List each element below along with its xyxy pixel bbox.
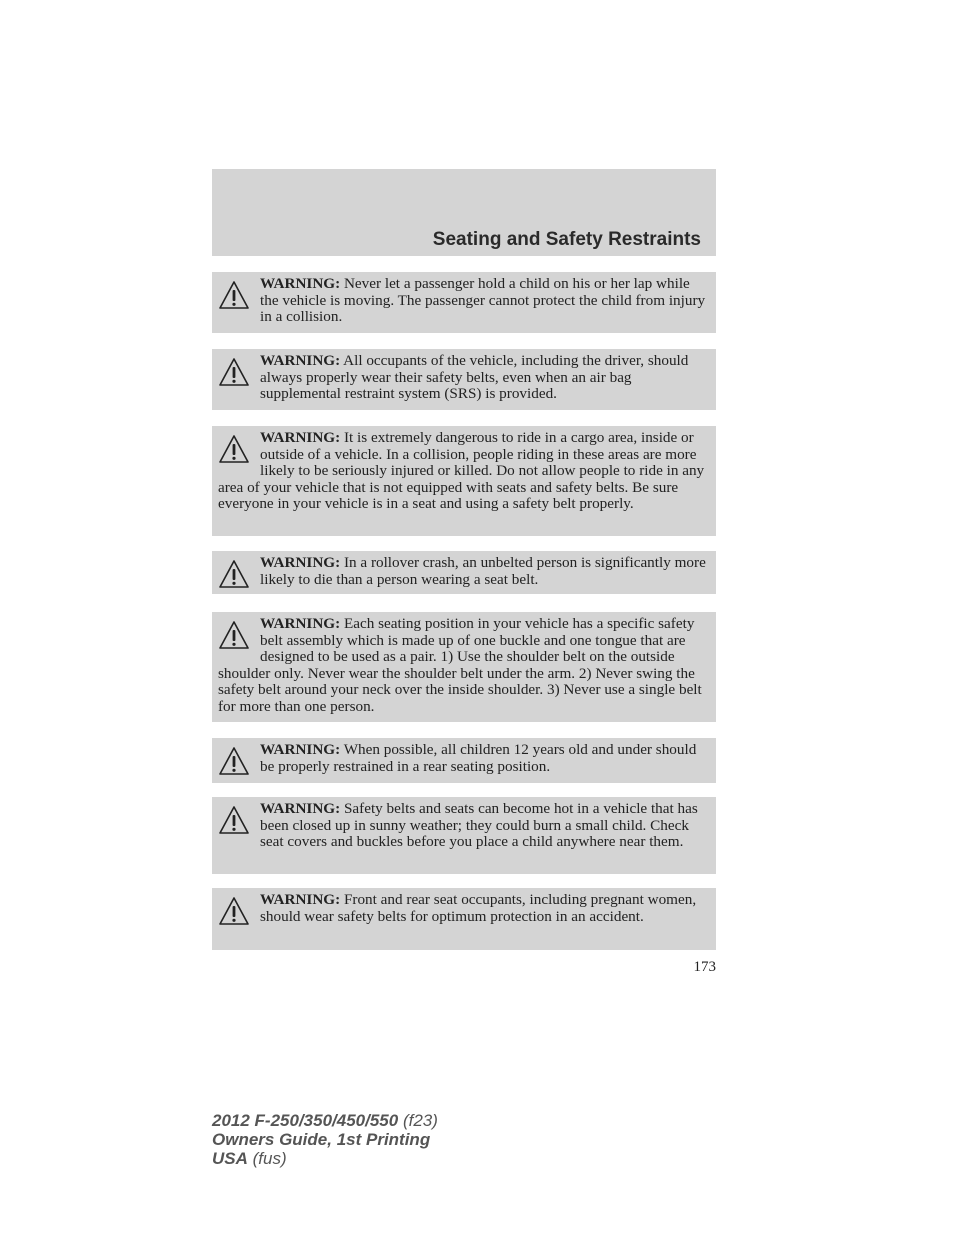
warning-box — [212, 612, 716, 722]
section-header — [212, 169, 716, 256]
warning-label: WARNING: — [260, 352, 341, 369]
section-title: Seating and Safety Restraints — [432, 229, 701, 250]
warning-label: WARNING: — [260, 275, 341, 292]
warning-triangle-icon — [218, 559, 250, 589]
warning-text: When possible, all children 12 years old and under should be properly restrained in a rear seating position. — [260, 741, 697, 775]
warning-text: Never let a passenger hold a child on his or her lap while the vehicle is moving. The passenger cannot protect the child from injury in a collision. — [260, 275, 706, 325]
warning-label: WARNING: — [260, 429, 341, 446]
warning-triangle-icon — [218, 620, 250, 650]
warning-box — [212, 426, 716, 536]
warning-triangle-icon — [218, 805, 250, 835]
footer-region-code: (fus) — [252, 1149, 287, 1168]
warning-box — [212, 738, 716, 783]
warning-label: WARNING: — [260, 741, 341, 758]
page-number: 173 — [693, 959, 716, 975]
warning-triangle-icon — [218, 896, 250, 926]
warning-triangle-icon — [218, 280, 250, 310]
document-footer — [212, 1111, 438, 1168]
warning-box — [212, 349, 716, 410]
warning-label: WARNING: — [260, 554, 341, 571]
footer-model-code: (f23) — [402, 1111, 438, 1130]
warning-text: In a rollover crash, an unbelted person is significantly more likely to die than a person wearing a seat belt. — [260, 554, 706, 588]
warning-label: WARNING: — [260, 891, 341, 908]
warning-label: WARNING: — [260, 800, 341, 817]
warning-box — [212, 797, 716, 874]
warning-triangle-icon — [218, 434, 250, 464]
warning-text: Safety belts and seats can become hot in a vehicle that has been closed up in sunny weather; they could burn a small child. Check seat covers and buckles before you place a child anywhere near them. — [260, 800, 698, 850]
warning-text: Each seating position in your vehicle has a specific safety belt assembly which is made up of one buckle and one tongue that are designed to be used as a pair. 1) Use the shoulder belt on the outside shoulder only. Never wear the shoulder belt under the arm. 2) Never swing the safety belt around your neck over the inside shoulder. 3) Never use a single belt for more than one person. — [218, 615, 702, 715]
warning-text: It is extremely dangerous to ride in a cargo area, inside or outside of a vehicle. In a collision, people riding in these areas are more likely to be seriously injured or killed. Do not allow people to ride in any area of your vehicle that is not equipped with seats and safety belts. Be sure everyone in your vehicle is in a seat and using a safety belt properly. — [218, 429, 705, 512]
warning-box — [212, 272, 716, 333]
footer-region: USA — [212, 1149, 248, 1168]
footer-printing: Owners Guide, 1st Printing — [212, 1130, 431, 1149]
warning-triangle-icon — [218, 357, 250, 387]
warning-box — [212, 888, 716, 950]
warning-triangle-icon — [218, 746, 250, 776]
footer-model: 2012 F-250/350/450/550 — [212, 1111, 399, 1130]
warning-text: All occupants of the vehicle, including the driver, should always properly wear their safety belts, even when an air bag supplemental restraint system (SRS) is provided. — [260, 352, 689, 402]
warning-label: WARNING: — [260, 615, 341, 632]
warning-text: Front and rear seat occupants, including pregnant women, should wear safety belts for optimum protection in an accident. — [260, 891, 697, 925]
warning-box — [212, 551, 716, 594]
